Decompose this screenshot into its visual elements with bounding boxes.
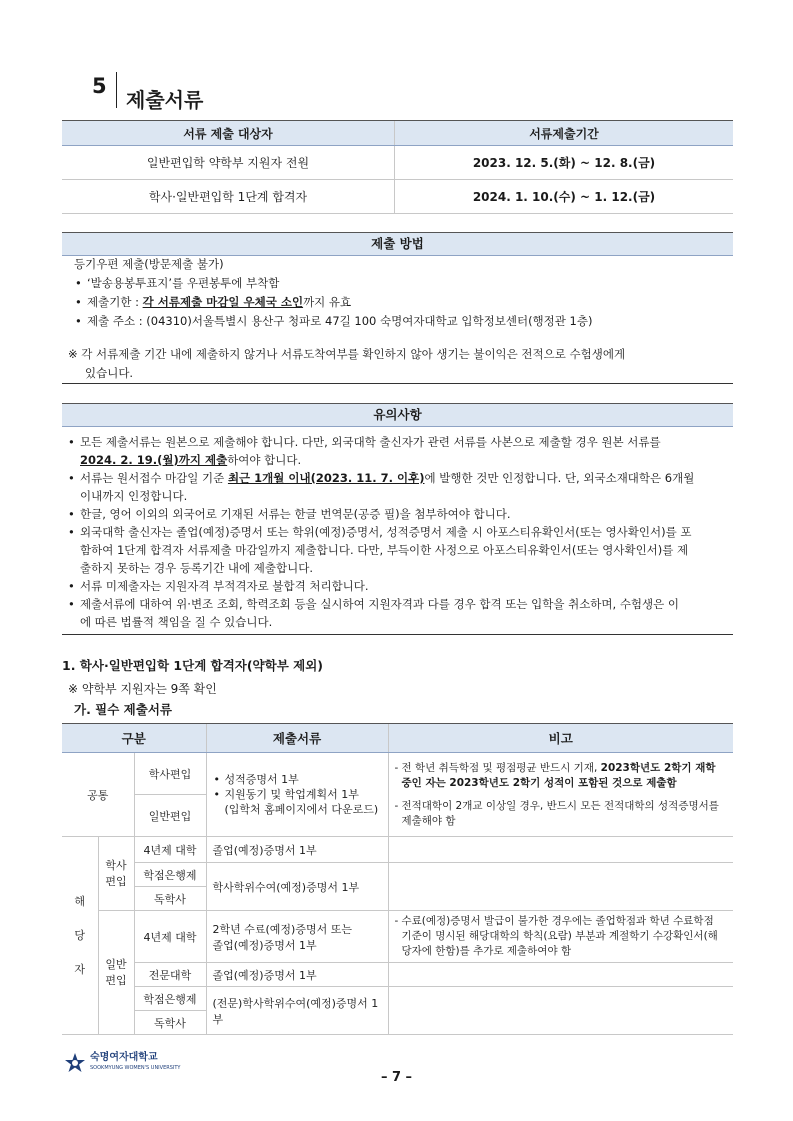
row-type: 4년제 대학 bbox=[134, 837, 206, 863]
period-header-period: 서류제출기간 bbox=[395, 121, 734, 146]
row-type: 학점은행제 bbox=[134, 863, 206, 887]
bachelor-label: 학사 편입 bbox=[98, 837, 134, 911]
section-number: 5 bbox=[92, 74, 107, 98]
row-remark bbox=[388, 987, 733, 1035]
part1-note: ※ 약학부 지원자는 9쪽 확인 bbox=[68, 682, 217, 696]
method-item: • 제출기한 : 각 서류제출 마감일 우체국 소인까지 유효 bbox=[87, 293, 351, 312]
row-doc: 2학년 수료(예정)증명서 또는 졸업(예정)증명서 1부 bbox=[206, 911, 388, 963]
required-documents-table bbox=[62, 723, 733, 1035]
caution-item: • 제출서류에 대하여 위·변조 조회, 학력조회 등을 실시하여 지원자격과 다를 경우 합격 또는 입학을 취소하며, 수험생은 이 bbox=[80, 595, 679, 614]
caution-item-cont: 출하지 못하는 경우 등록기간 내에 제출합니다. bbox=[80, 561, 314, 575]
row-remark: - 수료(예정)증명서 발급이 불가한 경우에는 졸업학점과 학년 수료학점 기준이 명시된 해당대학의 학칙(요람) 부분과 계절학기 수강확인서(해당자에 한함)를 추가로 제출하여야 함 bbox=[388, 911, 733, 963]
common-sub-bachelor: 학사편입 bbox=[134, 753, 206, 795]
row-doc: 학사학위수여(예정)증명서 1부 bbox=[206, 863, 388, 911]
table-row bbox=[62, 987, 733, 1011]
caution-item: • 모든 제출서류는 원본으로 제출해야 합니다. 다만, 외국대학 출신자가 관련 서류를 사본으로 제출할 경우 원본 서류를 bbox=[80, 433, 661, 452]
caution-title: 유의사항 bbox=[62, 403, 733, 427]
caution-item-cont: 이내까지 인정합니다. bbox=[80, 489, 188, 503]
row-remark bbox=[388, 837, 733, 863]
row-type: 전문대학 bbox=[134, 963, 206, 987]
table-row bbox=[62, 180, 733, 214]
divider bbox=[62, 383, 733, 384]
caution-item-cont: 함하여 1단계 합격자 서류제출 마감일까지 제출합니다. 다만, 부득이한 사정으로 아포스티유확인서(또는 영사확인서)를 제 bbox=[80, 543, 689, 557]
applicant-label: 해 당 자 bbox=[62, 837, 98, 1035]
caution-item-cont: 2024. 2. 19.(월)까지 제출하여야 합니다. bbox=[80, 453, 302, 467]
caution-item: • 한글, 영어 이외의 외국어로 기재된 서류는 한글 번역문(공증 필)을 첨부하여야 합니다. bbox=[80, 505, 511, 524]
period-target: 일반편입학 약학부 지원자 전원 bbox=[62, 146, 395, 180]
general-label: 일반 편입 bbox=[98, 911, 134, 1035]
row-doc: 졸업(예정)증명서 1부 bbox=[206, 837, 388, 863]
row-type: 독학사 bbox=[134, 887, 206, 911]
row-doc: 졸업(예정)증명서 1부 bbox=[206, 963, 388, 987]
common-sub-general: 일반편입 bbox=[134, 795, 206, 837]
part1-subheading: 가. 필수 제출서류 bbox=[74, 702, 172, 717]
table-row bbox=[62, 753, 733, 795]
method-title: 제출 방법 bbox=[62, 232, 733, 256]
submission-period-table bbox=[62, 120, 733, 214]
section-title: 제출서류 bbox=[126, 88, 204, 112]
row-remark bbox=[388, 863, 733, 911]
method-lead: 등기우편 제출(방문제출 불가) bbox=[74, 257, 224, 271]
caution-item: • 서류는 원서접수 마감일 기준 최근 1개월 이내(2023. 11. 7. 이후)에 발행한 것만 인정합니다. 단, 외국소재대학은 6개월 bbox=[80, 469, 694, 488]
section-divider bbox=[116, 72, 117, 108]
row-type: 학점은행제 bbox=[134, 987, 206, 1011]
table-row bbox=[62, 911, 733, 963]
period-date: 2024. 1. 10.(수) ~ 1. 12.(금) bbox=[395, 180, 734, 214]
part1-heading: 1. 학사·일반편입학 1단계 합격자(약학부 제외) bbox=[62, 658, 324, 673]
docs-header-remarks: 비고 bbox=[388, 724, 733, 753]
row-type: 독학사 bbox=[134, 1011, 206, 1035]
period-header-target: 서류 제출 대상자 bbox=[62, 121, 395, 146]
common-remarks: - 전 학년 취득학점 및 평점평균 반드시 기재, 2023학년도 2학기 재학 중인 자는 2023학년도 2학기 성적이 포함된 것으로 제출함 - 전적대학이 2개교 이상일 경우, 반드시 모든 전적대학의 성적증명서를 제출해야 함 bbox=[388, 753, 733, 837]
row-doc: (전문)학사학위수여(예정)증명서 1부 bbox=[206, 987, 388, 1035]
caution-item: • 외국대학 출신자는 졸업(예정)증명서 또는 학위(예정)증명서, 성적증명서 제출 시 아포스티유확인서(또는 영사확인서)를 포 bbox=[80, 523, 691, 542]
period-target: 학사·일반편입학 1단계 합격자 bbox=[62, 180, 395, 214]
common-docs: • 성적증명서 1부 • 지원동기 및 학업계획서 1부 (입학처 홈페이지에서 다운로드) bbox=[206, 753, 388, 837]
table-row bbox=[62, 146, 733, 180]
common-label: 공통 bbox=[62, 753, 134, 837]
docs-header-category: 구분 bbox=[62, 724, 206, 753]
docs-header-docs: 제출서류 bbox=[206, 724, 388, 753]
logo-subtext: SOOKMYUNG WOMEN'S UNIVERSITY bbox=[90, 1065, 181, 1071]
row-remark bbox=[388, 963, 733, 987]
method-note: ※ 각 서류제출 기간 내에 제출하지 않거나 서류도착여부를 확인하지 않아 생기는 불이익은 전적으로 수험생에게 bbox=[68, 347, 626, 361]
method-item: • ‘발송용봉투표지’를 우편봉투에 부착함 bbox=[87, 274, 279, 293]
method-item: • 제출 주소 : (04310)서울특별시 용산구 청파로 47길 100 숙명여자대학교 입학정보센터(행정관 1층) bbox=[87, 312, 592, 331]
caution-item: • 서류 미제출자는 지원자격 부적격자로 불합격 처리합니다. bbox=[80, 577, 369, 596]
caution-item-cont: 에 따른 법률적 책임을 질 수 있습니다. bbox=[80, 615, 273, 629]
period-date: 2023. 12. 5.(화) ~ 12. 8.(금) bbox=[395, 146, 734, 180]
page-number: – 7 – bbox=[380, 1070, 413, 1085]
method-note-cont: 있습니다. bbox=[85, 366, 134, 380]
row-type: 4년제 대학 bbox=[134, 911, 206, 963]
divider bbox=[62, 634, 733, 635]
table-row bbox=[62, 863, 733, 887]
table-row bbox=[62, 837, 733, 863]
logo-name: 숙명여자대학교 bbox=[90, 1052, 158, 1063]
table-row bbox=[62, 963, 733, 987]
